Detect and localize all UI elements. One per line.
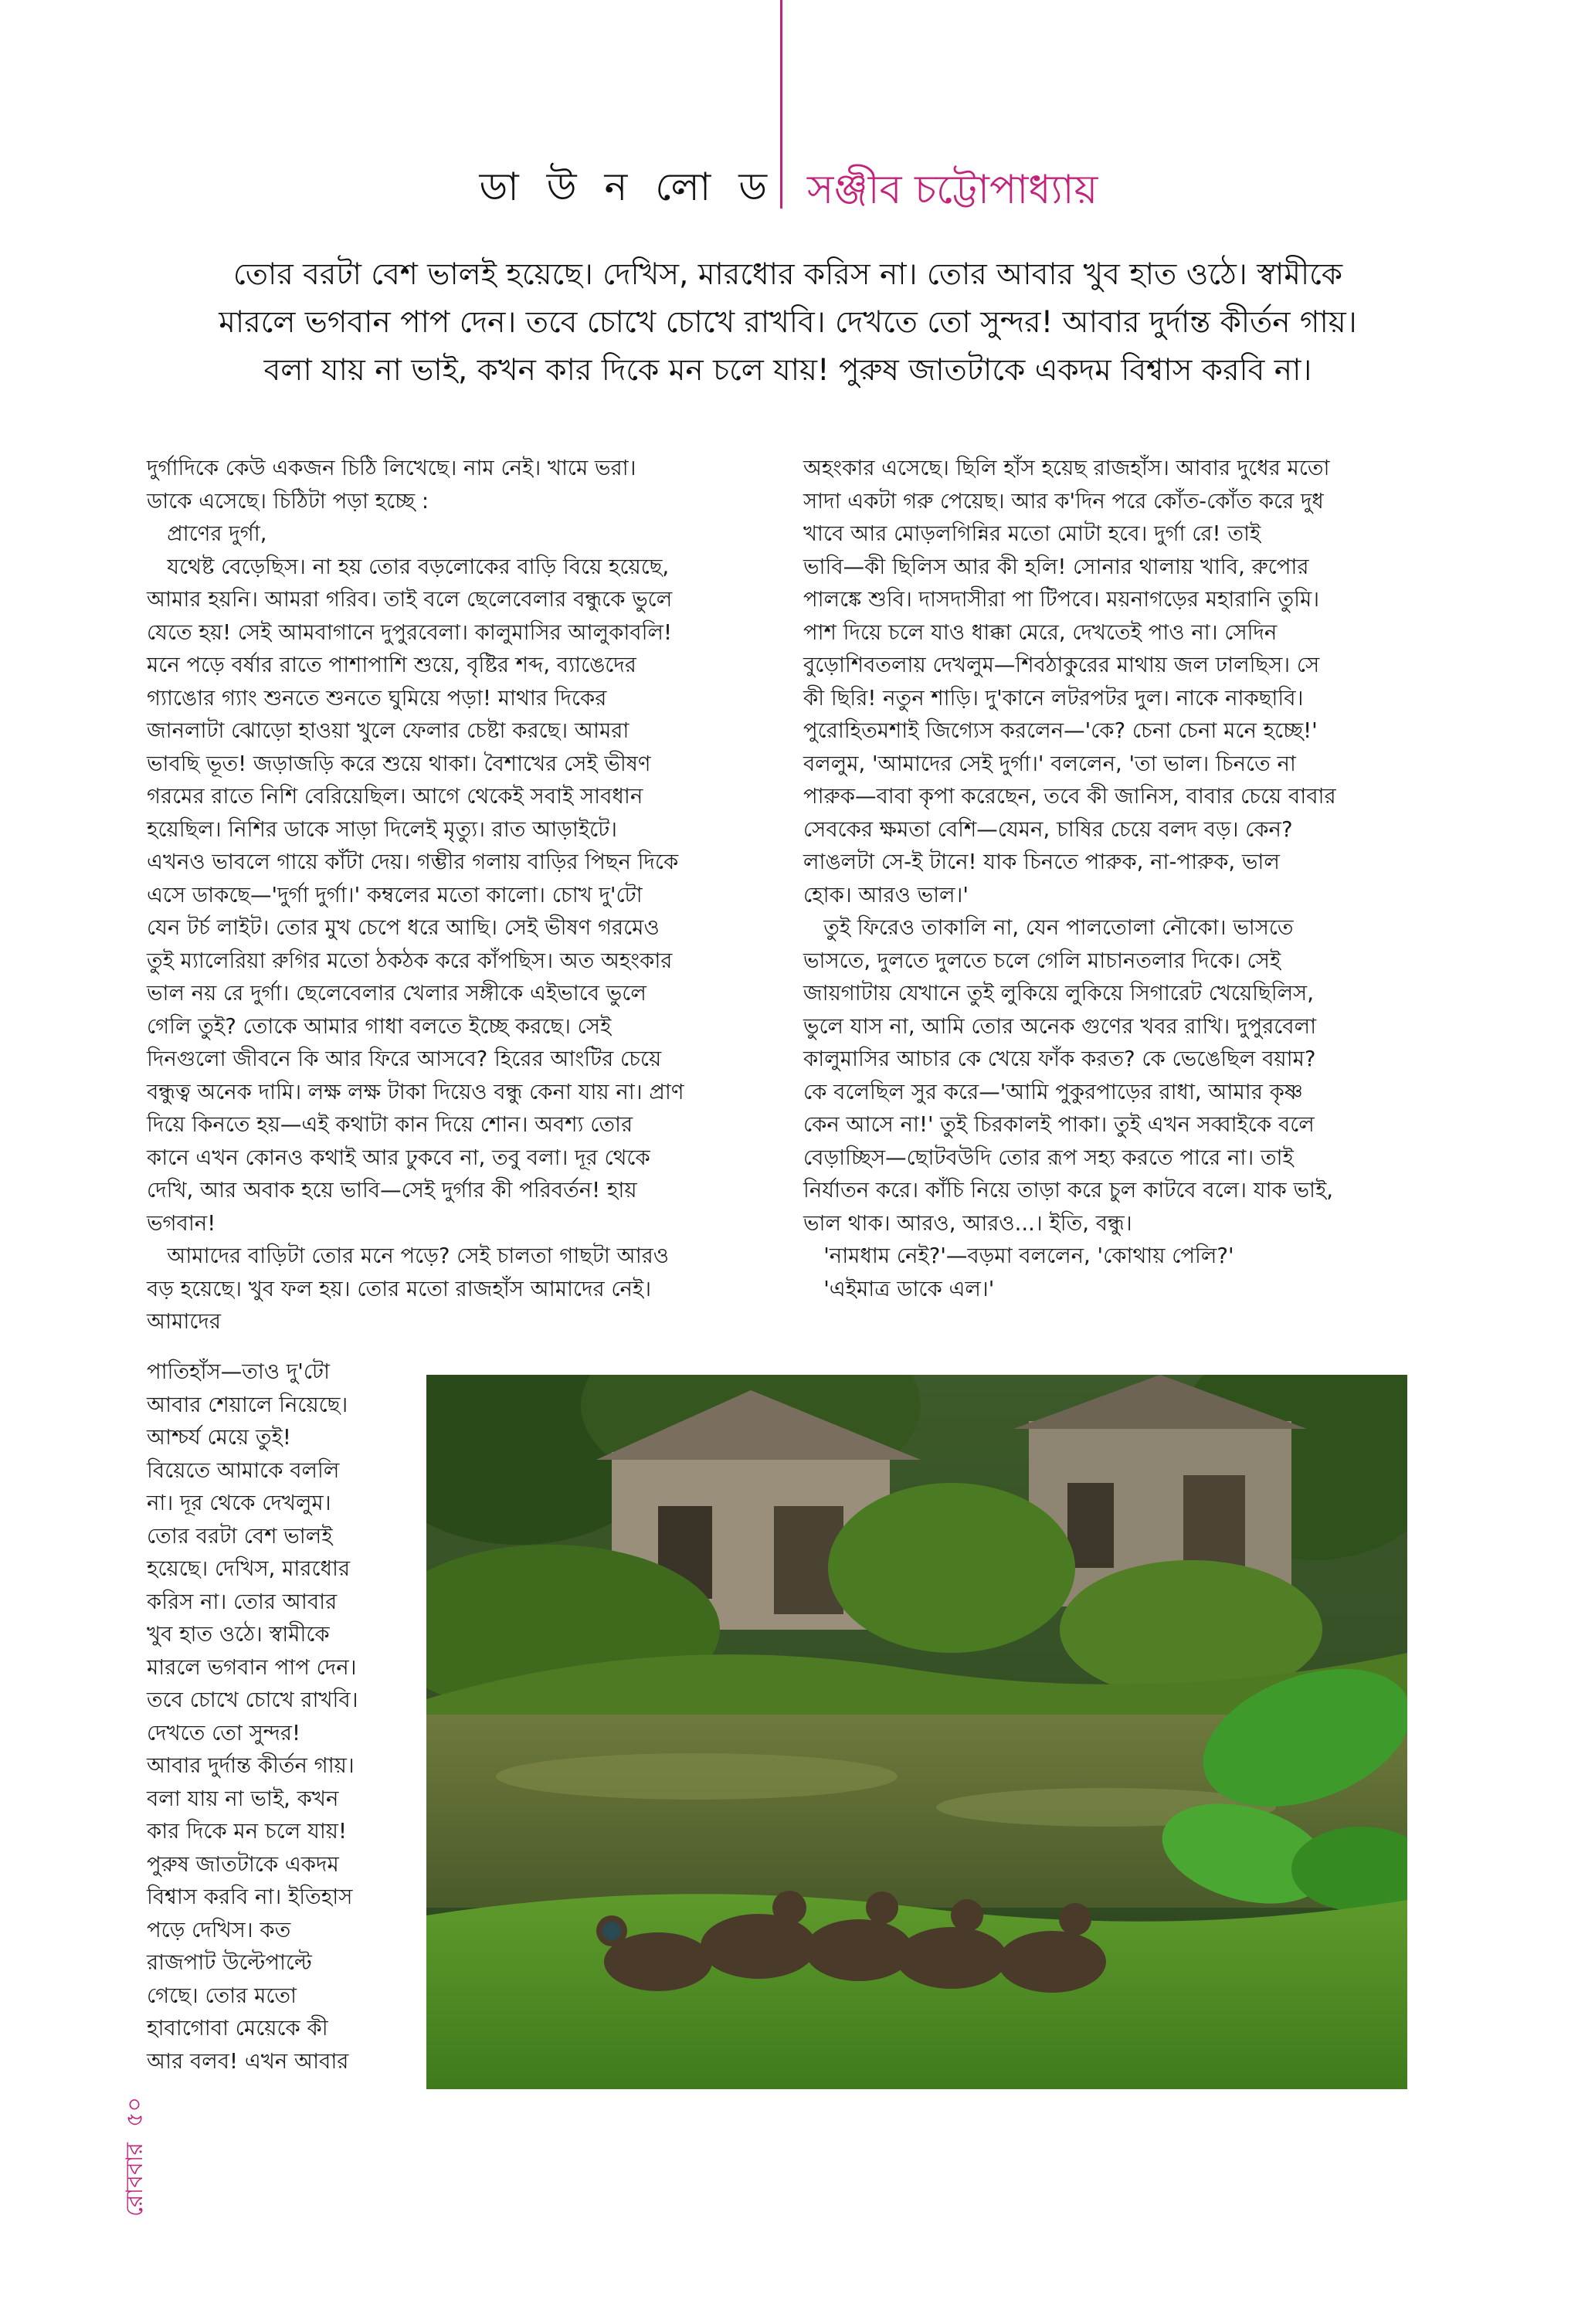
text-line: হোক। আরও ভাল।' (803, 882, 969, 908)
lead-line: বলা যায় না ভাই, কখন কার দিকে মন চলে যায়! পুরুষ জাতটাকে একদম বিশ্বাস করবি না। (263, 353, 1312, 388)
text-line: বিয়েতে আমাকে বললি (147, 1457, 340, 1483)
text-line: হাবাগোবা মেয়েকে কী (147, 2016, 328, 2041)
text-line: কার দিকে মন চলে যায়! (147, 1819, 348, 1844)
text-line: এখনও ভাবলে গায়ে কাঁটা দেয়। গম্ভীর গলায় বাড়ির পিছন দিকে (147, 850, 679, 874)
right-column (803, 452, 1429, 1305)
text-line: না। দূর থেকে দেখলুম। (147, 1491, 331, 1515)
text-line: এসে ডাকছে—'দুর্গা দুর্গা।' কম্বলের মতো কালো। চোখ দু'টো (147, 882, 643, 908)
village-pond-photo (426, 1375, 1407, 2089)
text-line: ডাকে এসেছে। চিঠিটা পড়া হচ্ছে : (147, 488, 429, 514)
text-line: পুরোহিতমশাই জিগ্যেস করলেন—'কে? চেনা চেনা মনে হচ্ছে!' (803, 718, 1318, 743)
text-line: আবার দুর্দান্ত কীর্তন গায়। (147, 1753, 355, 1778)
text-line: কালুমাসির আচার কে খেয়ে ফাঁক করত? কে ভেঙেছিল বয়াম? (803, 1047, 1316, 1071)
text-line: গেলি তুই? তোকে আমার গাধা বলতে ইচ্ছে করছে। সেই (147, 1013, 612, 1039)
text-line: দিনগুলো জীবনে কি আর ফিরে আসবে? হিরের আংটির চেয়ে (147, 1047, 662, 1071)
text-line: তোর বরটা বেশ ভালই (147, 1523, 333, 1549)
text-line: বড় হয়েছে। খুব ফল হয়। তোর মতো রাজহাঁস আমাদের নেই। (147, 1276, 652, 1301)
text-line: ভুলে যাস না, আমি তোর অনেক গুণের খবর রাখি। দুপুরবেলা (803, 1013, 1317, 1039)
text-line: দিয়ে কিনতে হয়—এই কথাটা কান দিয়ে শোন। অবশ্য তোর (147, 1112, 633, 1137)
text-line: কেন আসে না!' তুই চিরকালই পাকা। তুই এখন সব্বাইকে বলে (803, 1112, 1315, 1137)
text-line: লাঙলটা সে-ই টানে! যাক চিনতে পারুক, না-পারুক, ভাল (803, 850, 1280, 874)
text-line: তবে চোখে চোখে রাখবি। (147, 1688, 358, 1712)
text-line: গেছে। তোর মতো (147, 1983, 297, 2008)
text-line: প্রাণের দুর্গা, (147, 521, 267, 546)
text-line: সাদা একটা গরু পেয়েছ। আর ক'দিন পরে কোঁত-কোঁত করে দুধ (803, 488, 1324, 514)
text-line: ভাল থাক। আরও, আরও...। ইতি, বন্ধু। (803, 1210, 1132, 1236)
text-line: ভাবি—কী ছিলিস আর কী হলি! সোনার থালায় খাবি, রুপোর (803, 554, 1309, 579)
text-line: আশ্চর্য মেয়ে তুই! (147, 1425, 291, 1450)
text-line: পুরুষ জাতটাকে একদম (147, 1851, 339, 1877)
text-line: নির্যাতন করে। কাঁচি নিয়ে তাড়া করে চুল কাটবে বলে। যাক ভাই, (803, 1178, 1334, 1203)
text-line: সেবকের ক্ষমতা বেশি—যেমন, চাষির চেয়ে বলদ বড়। কেন? (803, 816, 1293, 842)
text-line: আমার হয়নি। আমরা গরিব। তাই বলে ছেলেবেলার বন্ধুকে ভুলে (147, 587, 673, 612)
lead-line: তোর বরটা বেশ ভালই হয়েছে। দেখিস, মারধোর করিস না। তোর আবার খুব হাত ওঠে। স্বামীকে (232, 257, 1343, 292)
text-line: যেন টর্চ লাইট। তোর মুখ চেপে ধরে আছি। সেই ভীষণ গরমেও (147, 915, 660, 940)
text-line: ভাবছি ভূত! জড়াজড়ি করে শুয়ে থাকা। বৈশাখের সেই ভীষণ (147, 751, 651, 776)
text-line: বুড়োশিবতলায় দেখলুম—শিবঠাকুরের মাথায় জল ঢালছিস। সে (803, 653, 1320, 677)
text-line: তুই ফিরেও তাকালি না, যেন পালতোলা নৌকো। ভাসতে (803, 915, 1294, 940)
text-line: মারলে ভগবান পাপ দেন। (147, 1654, 357, 1680)
text-line: 'নামধাম নেই?'—বড়মা বললেন, 'কোথায় পেলি?' (803, 1243, 1234, 1268)
text-line: মনে পড়ে বর্ষার রাতে পাশাপাশি শুয়ে, বৃষ্টির শব্দ, ব্যাঙেদের (147, 653, 636, 677)
text-line: দেখতে তো সুন্দর! (147, 1720, 300, 1746)
text-line: পারুক—বাবা কৃপা করেছেন, তবে কী জানিস, বাবার চেয়ে বাবার (803, 784, 1336, 809)
magazine-name: রোববার (121, 2142, 148, 2217)
text-line: অহংকার এসেছে। ছিলি হাঁস হয়েছ রাজহাঁস। আবার দুধের মতো (803, 456, 1330, 480)
text-line: তুই ম্যালেরিয়া রুগির মতো ঠকঠক করে কাঁপছিস। অত অহংকার (147, 948, 673, 973)
text-line: ভগবান! (147, 1210, 216, 1236)
text-line: গরমের রাতে নিশি বেরিয়েছিল। আগে থেকেই সবাই সাবধান (147, 784, 643, 809)
text-line: আমাদের (147, 1309, 221, 1334)
header-divider (780, 0, 782, 209)
text-line: বেড়াচ্ছিস—ছোটবউদি তোর রূপ সহ্য করতে পারে না। তাই (803, 1145, 1294, 1170)
text-line: কানে এখন কোনও কথাই আর ঢুকবে না, তবু বলা। দূর থেকে (147, 1145, 650, 1170)
narrow-column (147, 1355, 378, 2078)
lead-line: মারলে ভগবান পাপ দেন। তবে চোখে চোখে রাখবি। দেখতে তো সুন্দর! আবার দুর্দান্ত কীর্তন গায়। (219, 305, 1357, 340)
text-line: কে বলেছিল সুর করে—'আমি পুকুরপাড়ের রাধা, আমার কৃষ্ণ (803, 1079, 1303, 1104)
text-line: কী ছিরি! নতুন শাড়ি। দু'কানে লটরপটর দুল। নাকে নাকছাবি। (803, 685, 1304, 711)
text-line: দেখি, আর অবাক হয়ে ভাবি—সেই দুর্গার কী পরিবর্তন! হায় (147, 1178, 637, 1203)
page-number: ৫০ (121, 2097, 148, 2128)
text-line: করিস না। তোর আবার (147, 1589, 338, 1614)
text-line: হয়েছিল। নিশির ডাকে সাড়া দিলেই মৃত্যু। রাত আড়াইটে। (147, 816, 618, 842)
text-line: গ্যাঙোর গ্যাং শুনতে শুনতে ঘুমিয়ে পড়া! মাথার দিকের (147, 685, 607, 711)
text-line: বলা যায় না ভাই, কখন (147, 1786, 339, 1811)
page-folio (116, 2097, 155, 2217)
lead-paragraph (147, 251, 1429, 395)
text-line: জানলাটা ঝোড়ো হাওয়া খুলে ফেলার চেষ্টা করছে। আমরা (147, 718, 630, 743)
text-line: খুব হাত ওঠে। স্বামীকে (147, 1622, 330, 1647)
text-line: পড়ে দেখিস। কত (147, 1917, 291, 1942)
text-line: হয়েছে। দেখিস, মারধোর (147, 1556, 351, 1581)
text-line: ভাল নয় রে দুর্গা। ছেলেবেলার খেলার সঙ্গীকে এইভাবে ভুলে (147, 981, 646, 1006)
text-line: পালঙ্কে শুবি। দাসদাসীরা পা টিপবে। ময়নাগড়ের মহারানি তুমি। (803, 587, 1320, 612)
section-title: ডা উ ন লো ড (479, 165, 775, 209)
text-line: জায়গাটায় যেখানে তুই লুকিয়ে লুকিয়ে সিগারেট খেয়েছিলিস, (803, 981, 1314, 1006)
text-line: রাজপাট উল্টেপাল্টে (147, 1950, 312, 1975)
text-line: পাতিহাঁস—তাও দু'টো (147, 1359, 330, 1384)
text-line: দুর্গাদিকে কেউ একজন চিঠি লিখেছে। নাম নেই। খামে ভরা। (147, 456, 636, 480)
text-line: যথেষ্ট বেড়েছিস। না হয় তোর বড়লোকের বাড়ি বিয়ে হয়েছে, (147, 554, 670, 579)
text-line: ভাসতে, দুলতে দুলতে চলে গেলি মাচানতলার দিকে। সেই (803, 948, 1281, 973)
text-line: খাবে আর মোড়লগিন্নির মতো মোটা হবে। দুর্গা রে! তাই (803, 521, 1261, 546)
left-column (147, 452, 772, 1338)
text-line: বন্ধুত্ব অনেক দামি। লক্ষ লক্ষ টাকা দিয়েও বন্ধু কেনা যায় না। প্রাণ (147, 1079, 684, 1104)
text-line: আর বলব! এখন আবার (147, 2048, 349, 2074)
text-line: পাশ দিয়ে চলে যাও ধাক্কা মেরে, দেখতেই পাও না। সেদিন (803, 619, 1278, 645)
text-line: 'এইমাত্র ডাকে এল।' (803, 1276, 995, 1301)
text-line: যেতে হয়! সেই আমবাগানে দুপুরবেলা। কালুমাসির আলুকাবলি! (147, 619, 672, 645)
text-line: আবার শেয়ালে নিয়েছে। (147, 1392, 348, 1417)
text-line: বললুম, 'আমাদের সেই দুর্গা।' বললেন, 'তা ভাল। চিনতে না (803, 751, 1296, 776)
text-line: আমাদের বাড়িটা তোর মনে পড়ে? সেই চালতা গাছটা আরও (147, 1243, 670, 1268)
text-line: বিশ্বাস করবি না। ইতিহাস (147, 1885, 353, 1909)
author-name: সঞ্জীব চট্টোপাধ্যায় (807, 167, 1098, 213)
